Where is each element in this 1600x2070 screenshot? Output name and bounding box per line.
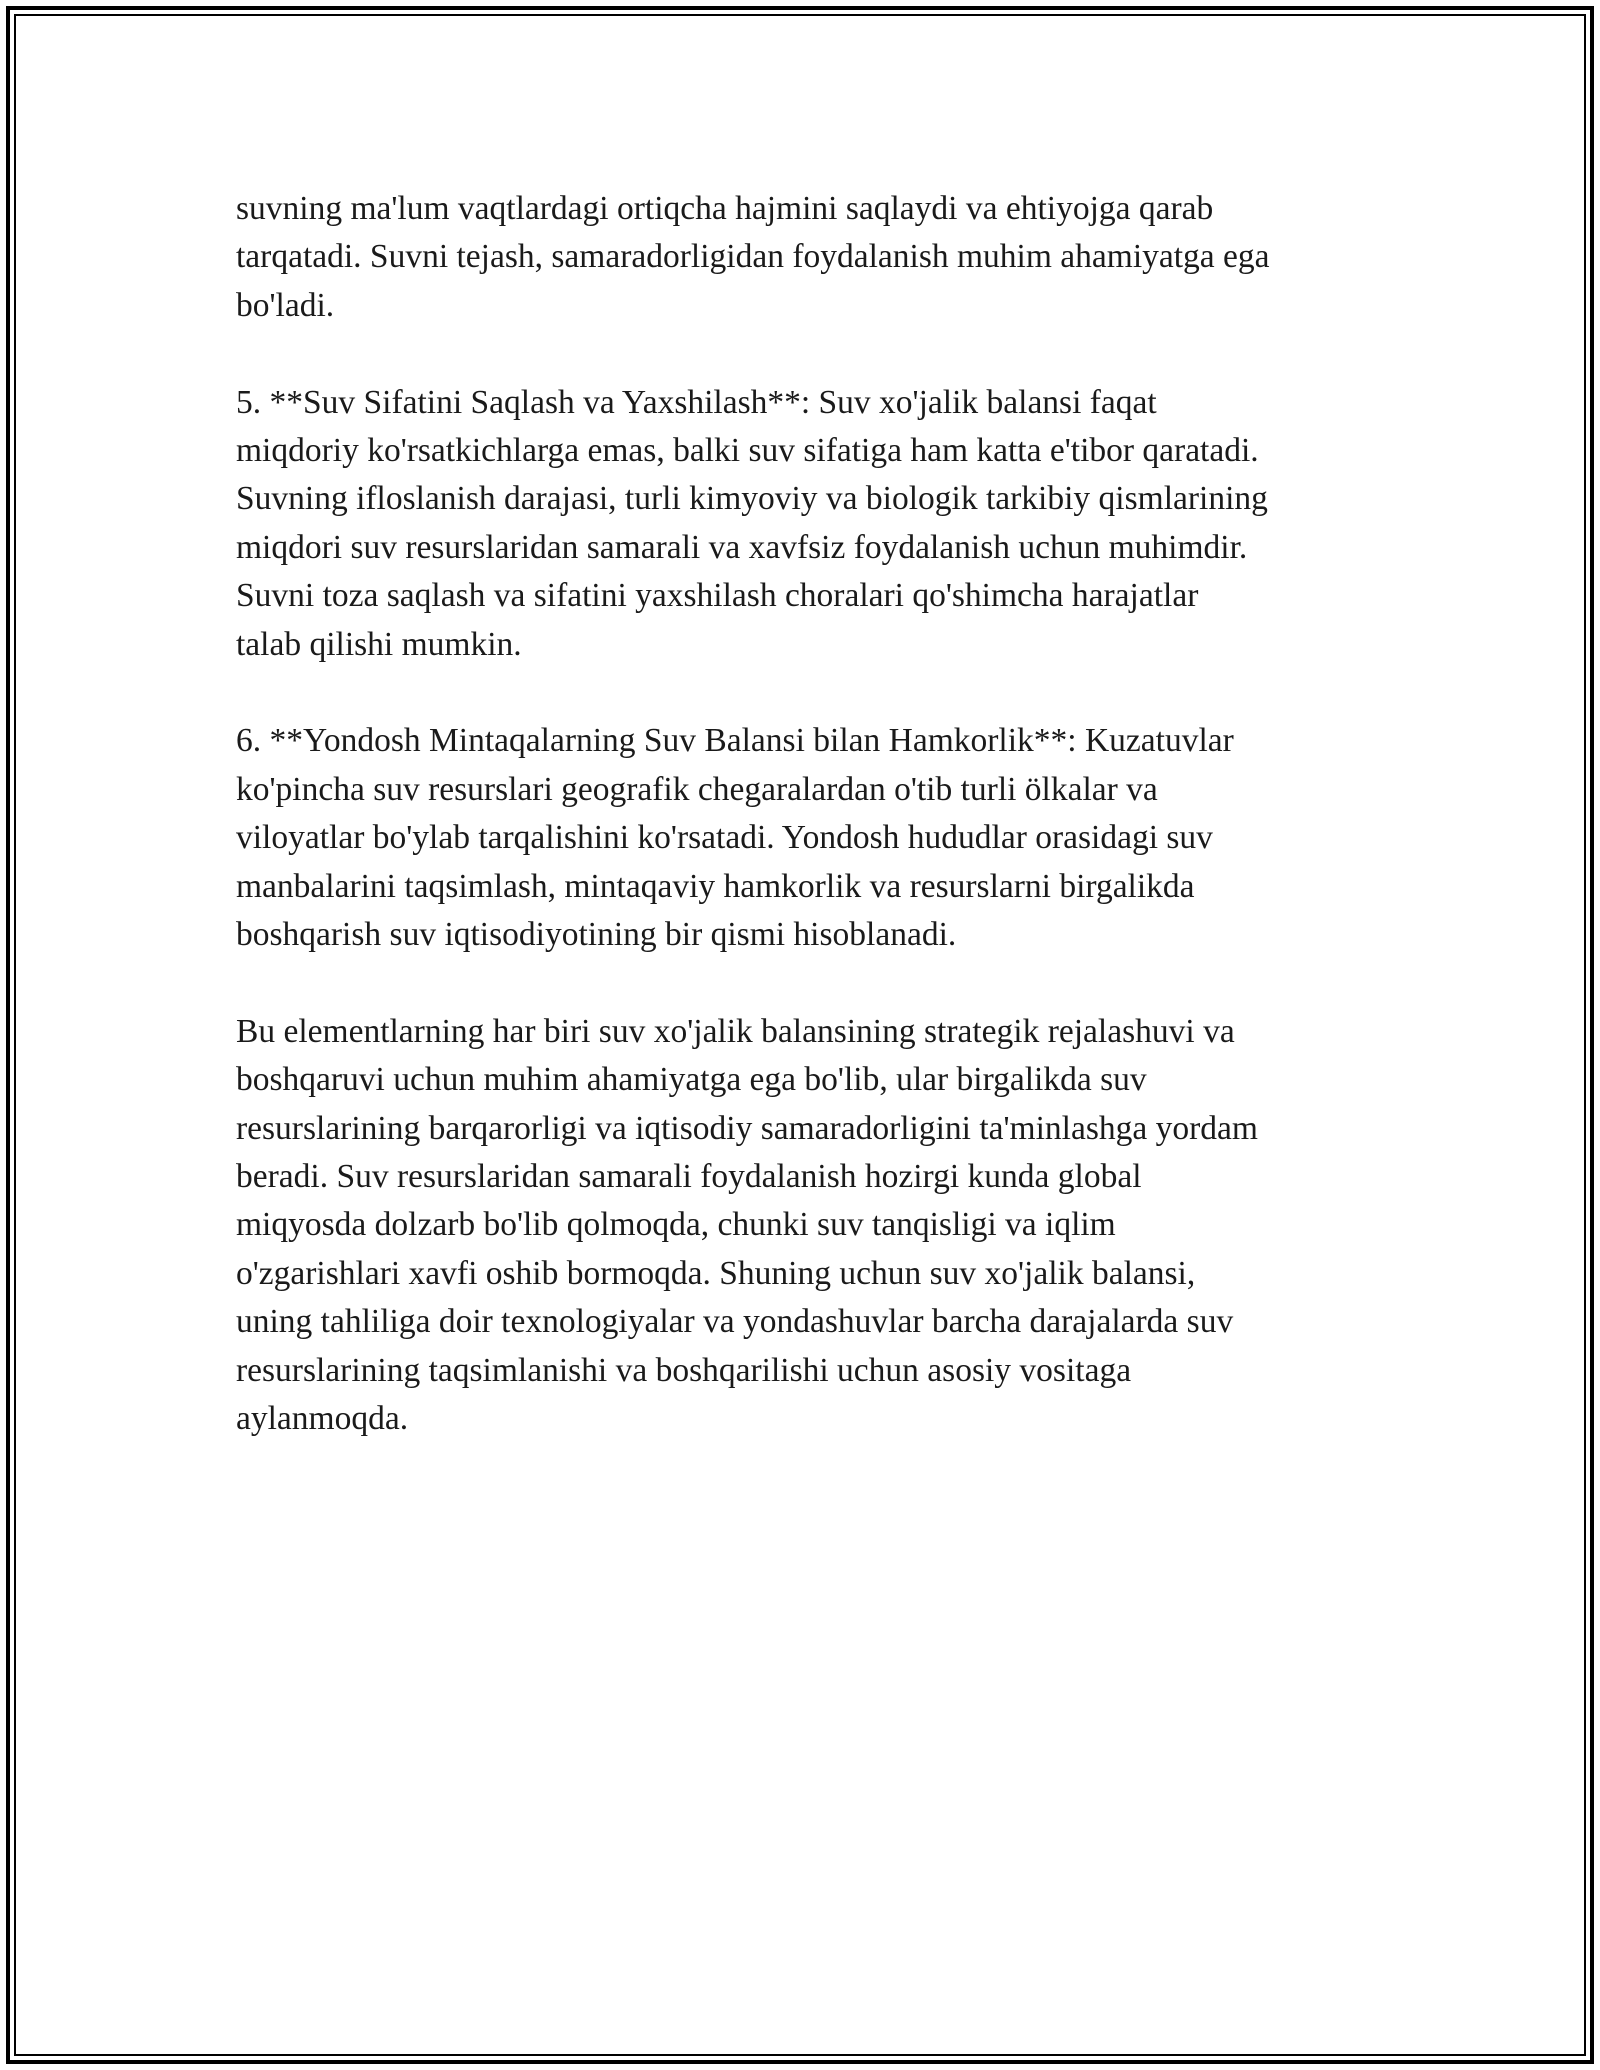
paragraph-continuation: suvning ma'lum vaqtlardagi ortiqcha hajmini saqlaydi va ehtiyojga qarab tarqatadi. Suvni tejash, samaradorligidan foydalanish muhim ahamiyatga ega bo'ladi. bbox=[236, 190, 1270, 324]
paragraph-item-5: 5. **Suv Sifatini Saqlash va Yaxshilash**: Suv xo'jalik balansi faqat miqdoriy ko'rsatkichlarga emas, balki suv sifatiga ham katta e'tibor qaratadi. Suvning ifloslanish darajasi, turli kimyoviy va biologik tarkibiy qismlarining miqdori suv resurslaridan samarali va xavfsiz foydalanish uchun muhimdir. Suvni toza saqlash va sifatini yaxshilash choralari qo'shimcha harajatlar talab qilishi mumkin. bbox=[236, 383, 1268, 663]
paragraph-conclusion: Bu elementlarning har biri suv xo'jalik balansining strategik rejalashuvi va boshqaruvi uchun muhim ahamiyatga ega bo'lib, ular birgalikda suv resurslarining barqarorligi va iqtisodiy samaradorligini ta'minlashga yordam beradi. Suv resurslaridan samarali foydalanish hozirgi kunda global miqyosda dolzarb bo'lib qolmoqda, chunki suv tanqisligi va iqlim o'zgarishlari xavfi oshib bormoqda. Shuning uchun suv xo'jalik balansi, uning tahliliga doir texnologiyalar va yondashuvlar barcha darajalarda suv resurslarining taqsimlanishi va boshqarilishi uchun asosiy vositaga aylanmoqda. bbox=[236, 1012, 1258, 1438]
paragraph-item-6: 6. **Yondosh Mintaqalarning Suv Balansi bilan Hamkorlik**: Kuzatuvlar ko'pincha suv resurslari geografik chegaralardan o'tib turli ölkalar va viloyatlar bo'ylab tarqalishini ko'rsatadi. Yondosh hududlar orasidagi suv manbalarini taqsimlash, mintaqaviy hamkorlik va resurslarni birgalikda boshqarish suv iqtisodiyotining bir qismi hisoblanadi. bbox=[236, 722, 1234, 954]
document-body bbox=[236, 185, 1376, 1492]
